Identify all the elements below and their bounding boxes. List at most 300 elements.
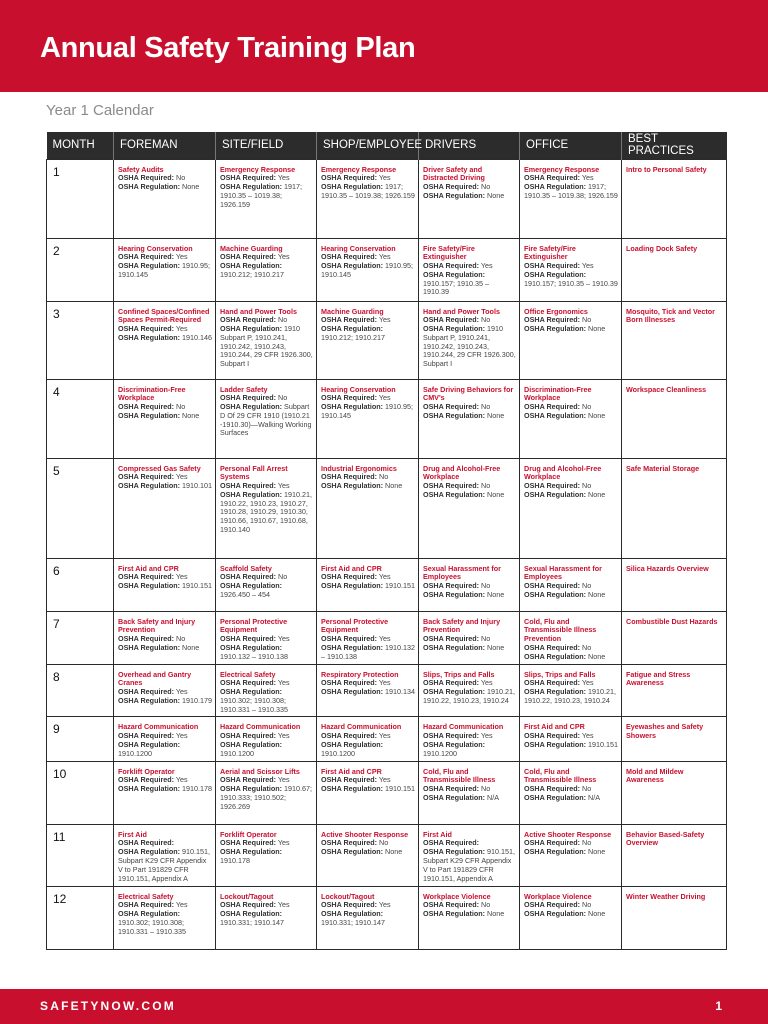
- cell-office: [520, 761, 622, 824]
- osha-required-label: OSHA Required:: [321, 173, 378, 183]
- training-title: First Aid and CPR: [118, 563, 179, 573]
- training-title: Workspace Cleanliness: [626, 384, 707, 394]
- osha-regulation-value: None: [182, 182, 200, 192]
- cell-office: [520, 558, 622, 611]
- column-header-site-field: SITE/FIELD: [216, 132, 317, 159]
- osha-regulation-line: [321, 910, 415, 928]
- osha-regulation-line: [423, 794, 516, 803]
- osha-required-value: Yes: [378, 634, 391, 644]
- cell-drivers: [419, 611, 520, 664]
- osha-regulation-value: 1910.21, 1910.22, 1910.23, 1910.27, 1910.28, 1910.29, 1910.30, 1910.66, 1910.67, 1910.68, 1910.140: [220, 489, 313, 535]
- cell-drivers: [419, 458, 520, 558]
- osha-regulation-line: [524, 741, 618, 750]
- osha-required-label: OSHA Required:: [524, 315, 581, 325]
- osha-regulation-label: OSHA Regulation:: [524, 489, 587, 499]
- osha-regulation-line: [321, 741, 415, 759]
- osha-regulation-value: 1910.1200: [423, 748, 457, 758]
- osha-regulation-line: [118, 482, 212, 491]
- osha-regulation-value: 1910.302; 1910.308; 1910.331 – 1910.335: [220, 695, 288, 714]
- osha-required-value: No: [481, 481, 491, 491]
- osha-required-value: No: [481, 784, 491, 794]
- cell-office: [520, 824, 622, 886]
- cell-site-field: [216, 717, 317, 761]
- cell-drivers: [419, 301, 520, 379]
- osha-regulation-value: 1910.21, 1910.22, 1910.23, 1910.24: [524, 687, 617, 705]
- osha-required-label: OSHA Required:: [220, 900, 277, 910]
- cell-site-field: [216, 238, 317, 301]
- osha-required-label: OSHA Required:: [220, 634, 277, 644]
- osha-regulation-line: [118, 697, 212, 706]
- osha-regulation-line: [220, 644, 313, 662]
- osha-regulation-label: OSHA Regulation:: [423, 740, 486, 750]
- osha-required-label: OSHA Required:: [118, 402, 175, 412]
- training-title: Workplace Violence: [423, 891, 491, 901]
- osha-required-value: No: [481, 182, 491, 192]
- month-cell: 9: [47, 717, 114, 761]
- cell-foreman: [114, 611, 216, 664]
- training-title: Active Shooter Response: [524, 829, 612, 839]
- page-number: 1: [715, 999, 722, 1013]
- osha-required-value: No: [379, 838, 389, 848]
- osha-regulation-label: OSHA Regulation:: [321, 324, 384, 334]
- training-title: Lockout/Tagout: [321, 891, 375, 901]
- osha-regulation-value: 1910.157; 1910.35 – 1910.39: [423, 278, 489, 297]
- osha-required-value: Yes: [175, 687, 188, 697]
- osha-regulation-label: OSHA Regulation:: [321, 642, 384, 652]
- osha-regulation-value: 1910.179: [182, 695, 213, 705]
- table-row: [47, 238, 727, 301]
- column-header-best-practices: BEST PRACTICES: [622, 132, 727, 159]
- training-title: Back Safety and Injury Prevention: [423, 616, 501, 635]
- osha-regulation-value: 1910.151: [385, 784, 416, 794]
- osha-regulation-value: 1910.95; 1910.145: [118, 261, 211, 279]
- osha-required-label: OSHA Required:: [321, 634, 378, 644]
- osha-regulation-label: OSHA Regulation:: [423, 847, 486, 857]
- osha-regulation-value: 1910.1200: [118, 748, 152, 758]
- month-cell: 2: [47, 238, 114, 301]
- osha-required-value: Yes: [277, 731, 290, 741]
- osha-regulation-line: [321, 325, 415, 343]
- osha-required-value: No: [481, 634, 491, 644]
- osha-required-value: Yes: [378, 173, 391, 183]
- osha-regulation-line: [524, 910, 618, 919]
- osha-regulation-line: [423, 271, 516, 297]
- cell-drivers: [419, 159, 520, 238]
- table-row: [47, 301, 727, 379]
- cell-site-field: [216, 558, 317, 611]
- cell-best-practices: [622, 761, 727, 824]
- osha-regulation-line: [321, 262, 415, 280]
- osha-regulation-label: OSHA Regulation:: [321, 182, 384, 192]
- osha-required-label: OSHA Required:: [423, 784, 480, 794]
- cell-foreman: [114, 717, 216, 761]
- training-title: Scaffold Safety: [220, 563, 272, 573]
- osha-regulation-label: OSHA Regulation:: [220, 182, 283, 192]
- osha-regulation-line: [220, 491, 313, 535]
- osha-required-label: OSHA Required:: [118, 687, 175, 697]
- osha-required-label: OSHA Required:: [220, 678, 277, 688]
- osha-regulation-line: [220, 688, 313, 714]
- cell-site-field: [216, 611, 317, 664]
- osha-required-label: OSHA Required:: [220, 775, 277, 785]
- training-title: Cold, Flu and Transmissible Illness: [524, 766, 597, 785]
- cell-shop-employee: [317, 379, 419, 458]
- osha-regulation-label: OSHA Regulation:: [321, 481, 384, 491]
- osha-regulation-label: OSHA Regulation:: [220, 642, 283, 652]
- osha-regulation-label: OSHA Regulation:: [423, 410, 486, 420]
- training-title: Intro to Personal Safety: [626, 164, 707, 174]
- osha-required-label: OSHA Required:: [423, 678, 480, 688]
- column-header-office: OFFICE: [520, 132, 622, 159]
- month-cell: 1: [47, 159, 114, 238]
- training-title: Discrimination-Free Workplace: [524, 384, 592, 403]
- osha-regulation-line: [321, 403, 415, 421]
- osha-required-label: OSHA Required:: [118, 572, 175, 582]
- osha-regulation-value: None: [588, 589, 606, 599]
- osha-regulation-value: None: [487, 489, 505, 499]
- osha-required-label: OSHA Required:: [118, 900, 175, 910]
- osha-regulation-value: 1910 Subpart P, 1910.241, 1910.242, 1910.243, 1910.244, 29 CFR 1926.300, Subpart I: [423, 324, 516, 369]
- osha-regulation-value: None: [182, 410, 200, 420]
- osha-regulation-line: [423, 910, 516, 919]
- training-title: First Aid and CPR: [321, 766, 382, 776]
- osha-required-value: Yes: [175, 775, 188, 785]
- table-row: [47, 611, 727, 664]
- osha-regulation-value: 1910.212; 1910.217: [321, 332, 385, 342]
- training-title: Forklift Operator: [118, 766, 175, 776]
- column-header-drivers: DRIVERS: [419, 132, 520, 159]
- osha-required-label: OSHA Required:: [118, 173, 175, 183]
- cell-drivers: [419, 664, 520, 717]
- osha-regulation-line: [524, 653, 618, 662]
- training-title: Safe Material Storage: [626, 463, 700, 473]
- osha-regulation-line: [524, 271, 618, 289]
- osha-regulation-label: OSHA Regulation:: [118, 332, 181, 342]
- osha-regulation-label: OSHA Regulation:: [524, 324, 587, 334]
- osha-regulation-value: None: [487, 589, 505, 599]
- osha-regulation-label: OSHA Regulation:: [321, 784, 384, 794]
- osha-required-label: OSHA Required:: [220, 572, 277, 582]
- osha-regulation-value: 1910.178: [182, 784, 213, 794]
- training-title: Forklift Operator: [220, 829, 277, 839]
- osha-regulation-value: 1917; 1910.35 – 1019.38; 1926.159: [220, 182, 303, 209]
- cell-drivers: [419, 238, 520, 301]
- cell-shop-employee: [317, 458, 419, 558]
- osha-regulation-label: OSHA Regulation:: [118, 740, 181, 750]
- osha-required-label: OSHA Required:: [321, 472, 378, 482]
- osha-regulation-value: 1910.331; 1910.147: [220, 918, 284, 928]
- training-title: Overhead and Gantry Cranes: [118, 669, 192, 688]
- cell-shop-employee: [317, 761, 419, 824]
- cell-foreman: [114, 558, 216, 611]
- training-title: Emergency Response: [524, 164, 600, 174]
- osha-regulation-label: OSHA Regulation:: [423, 489, 486, 499]
- osha-required-value: No: [582, 838, 592, 848]
- osha-required-label: OSHA Required:: [220, 481, 277, 491]
- osha-required-label: OSHA Required:: [423, 900, 480, 910]
- osha-regulation-line: [220, 741, 313, 759]
- osha-regulation-label: OSHA Regulation:: [321, 740, 384, 750]
- cell-foreman: [114, 824, 216, 886]
- osha-required-label: OSHA Required:: [321, 393, 378, 403]
- month-cell: 4: [47, 379, 114, 458]
- osha-required-value: Yes: [175, 472, 188, 482]
- training-title: Hazard Communication: [118, 722, 199, 732]
- osha-regulation-line: [423, 591, 516, 600]
- cell-office: [520, 379, 622, 458]
- cell-site-field: [216, 886, 317, 949]
- osha-required-label: OSHA Required:: [524, 261, 581, 271]
- training-title: Drug and Alcohol-Free Workplace: [524, 463, 602, 482]
- osha-required-value: Yes: [480, 261, 493, 271]
- osha-required-value: Yes: [277, 252, 290, 262]
- osha-regulation-value: 1910.67; 1910.333; 1910.502; 1926.269: [220, 784, 313, 811]
- cell-shop-employee: [317, 238, 419, 301]
- training-title: Driver Safety and Distracted Driving: [423, 164, 485, 183]
- osha-required-label: OSHA Required:: [321, 838, 378, 848]
- osha-required-value: No: [582, 402, 592, 412]
- osha-regulation-value: Subpart D Of 29 CFR 1910 (1910.21 -1910.30)—Walking Working Surfaces: [220, 402, 312, 438]
- osha-regulation-value: 1910.178: [220, 856, 250, 866]
- osha-required-value: Yes: [277, 900, 290, 910]
- training-title: Workplace Violence: [524, 891, 592, 901]
- table-row: [47, 379, 727, 458]
- training-title: Hearing Conservation: [118, 243, 193, 253]
- osha-regulation-value: 1910.331; 1910.147: [321, 918, 385, 928]
- osha-required-value: No: [481, 900, 491, 910]
- training-title: Eyewashes and Safety Showers: [626, 722, 704, 741]
- training-title: Loading Dock Safety: [626, 243, 698, 253]
- osha-regulation-label: OSHA Regulation:: [220, 324, 283, 334]
- cell-site-field: [216, 458, 317, 558]
- training-title: Hand and Power Tools: [220, 306, 297, 316]
- osha-regulation-value: 910.151, Subpart K29 CFR Appendix V to Part 191829 CFR 1910.151, Appendix A: [118, 847, 211, 883]
- table-row: [47, 159, 727, 238]
- training-title: Active Shooter Response: [321, 829, 409, 839]
- osha-regulation-value: None: [588, 847, 606, 857]
- osha-required-value: Yes: [175, 324, 188, 334]
- osha-regulation-value: 1917; 1910.35 – 1019.38; 1926.159: [321, 182, 415, 200]
- training-title: Behavior Based-Safety Overview: [626, 829, 705, 848]
- osha-regulation-line: [220, 403, 313, 438]
- osha-regulation-line: [220, 582, 313, 600]
- osha-required-value: No: [582, 481, 592, 491]
- training-title: Hazard Communication: [423, 722, 504, 732]
- osha-regulation-label: OSHA Regulation:: [220, 687, 283, 697]
- cell-foreman: [114, 761, 216, 824]
- osha-required-value: No: [582, 900, 592, 910]
- osha-regulation-label: OSHA Regulation:: [524, 687, 587, 697]
- osha-regulation-value: 910.151, Subpart K29 CFR Appendix V to Part 191829 CFR 1910.151, Appendix A: [423, 847, 516, 883]
- training-title: Electrical Safety: [118, 891, 174, 901]
- osha-regulation-value: None: [182, 642, 200, 652]
- osha-required-value: Yes: [277, 481, 290, 491]
- training-title: Respiratory Protection: [321, 669, 399, 679]
- cell-site-field: [216, 301, 317, 379]
- osha-required-label: OSHA Required:: [118, 324, 175, 334]
- osha-regulation-value: 1910.1200: [220, 748, 254, 758]
- cell-office: [520, 717, 622, 761]
- osha-regulation-line: [118, 910, 212, 936]
- osha-regulation-label: OSHA Regulation:: [118, 481, 181, 491]
- training-title: Drug and Alcohol-Free Workplace: [423, 463, 501, 482]
- osha-required-value: Yes: [378, 393, 391, 403]
- osha-regulation-value: 1910.101: [182, 481, 213, 491]
- cell-office: [520, 886, 622, 949]
- osha-required-label: OSHA Required:: [524, 784, 581, 794]
- table-row: [47, 558, 727, 611]
- osha-regulation-label: OSHA Regulation:: [524, 589, 587, 599]
- training-title: Safety Audits: [118, 164, 164, 174]
- osha-regulation-value: 1910.95; 1910.145: [321, 402, 414, 420]
- cell-office: [520, 301, 622, 379]
- osha-regulation-line: [220, 183, 313, 209]
- training-title: First Aid: [423, 829, 452, 839]
- osha-required-value: No: [481, 402, 491, 412]
- osha-regulation-value: 1910.151: [588, 740, 619, 750]
- osha-regulation-label: OSHA Regulation:: [220, 402, 283, 412]
- osha-regulation-line: [423, 491, 516, 500]
- osha-regulation-label: OSHA Regulation:: [321, 687, 384, 697]
- osha-regulation-label: OSHA Regulation:: [524, 847, 587, 857]
- osha-regulation-line: [423, 688, 516, 706]
- osha-regulation-line: [220, 848, 313, 866]
- osha-regulation-label: OSHA Regulation:: [524, 793, 587, 803]
- osha-regulation-value: 1910.146: [182, 332, 213, 342]
- osha-required-value: Yes: [175, 572, 188, 582]
- osha-required-label: OSHA Required:: [423, 838, 480, 848]
- osha-regulation-line: [524, 183, 618, 201]
- osha-regulation-line: [321, 848, 415, 857]
- osha-regulation-label: OSHA Regulation:: [524, 269, 587, 279]
- training-title: Office Ergonomics: [524, 306, 588, 316]
- table-body: [47, 159, 727, 949]
- osha-regulation-label: OSHA Regulation:: [220, 261, 283, 271]
- osha-regulation-value: N/A: [588, 793, 601, 803]
- osha-regulation-label: OSHA Regulation:: [220, 740, 283, 750]
- cell-drivers: [419, 717, 520, 761]
- cell-foreman: [114, 458, 216, 558]
- osha-required-label: OSHA Required:: [524, 678, 581, 688]
- osha-required-value: Yes: [277, 838, 290, 848]
- osha-regulation-label: OSHA Regulation:: [524, 410, 587, 420]
- osha-regulation-line: [423, 325, 516, 369]
- column-header-shop-employee: SHOP/EMPLOYEE: [317, 132, 419, 159]
- training-title: Lockout/Tagout: [220, 891, 274, 901]
- osha-regulation-value: None: [588, 410, 606, 420]
- training-title: Winter Weather Driving: [626, 891, 706, 901]
- osha-required-label: OSHA Required:: [423, 481, 480, 491]
- column-header-foreman: FOREMAN: [114, 132, 216, 159]
- osha-regulation-value: 1910 Subpart P, 1910.241, 1910.242, 1910.243, 1910.244, 29 CFR 1926.300, Subpart I: [220, 324, 313, 369]
- osha-regulation-value: 1910.132 – 1910.138: [220, 651, 288, 661]
- osha-regulation-value: 1910.157; 1910.35 – 1910.39: [524, 278, 618, 288]
- osha-required-label: OSHA Required:: [423, 402, 480, 412]
- training-title: Machine Guarding: [321, 306, 384, 316]
- osha-required-value: No: [176, 634, 186, 644]
- training-title: Mold and Mildew Awareness: [626, 766, 684, 785]
- osha-regulation-label: OSHA Regulation:: [220, 784, 283, 794]
- osha-required-value: Yes: [277, 775, 290, 785]
- osha-required-label: OSHA Required:: [321, 572, 378, 582]
- cell-best-practices: [622, 159, 727, 238]
- cell-best-practices: [622, 611, 727, 664]
- osha-regulation-label: OSHA Regulation:: [524, 182, 587, 192]
- osha-regulation-line: [118, 334, 212, 343]
- osha-required-value: Yes: [378, 900, 391, 910]
- osha-required-value: No: [278, 393, 288, 403]
- osha-regulation-label: OSHA Regulation:: [321, 909, 384, 919]
- osha-regulation-line: [423, 192, 516, 201]
- osha-required-label: OSHA Required:: [321, 315, 378, 325]
- osha-regulation-value: 1910.151: [182, 581, 213, 591]
- osha-regulation-value: None: [385, 481, 403, 491]
- month-cell: 6: [47, 558, 114, 611]
- osha-regulation-line: [220, 325, 313, 369]
- osha-regulation-value: None: [385, 847, 403, 857]
- osha-required-value: Yes: [581, 731, 594, 741]
- cell-best-practices: [622, 458, 727, 558]
- cell-drivers: [419, 824, 520, 886]
- osha-regulation-line: [321, 644, 415, 662]
- osha-required-label: OSHA Required:: [220, 393, 277, 403]
- osha-regulation-line: [118, 644, 212, 653]
- cell-site-field: [216, 824, 317, 886]
- osha-regulation-value: None: [588, 324, 606, 334]
- osha-required-value: Yes: [277, 678, 290, 688]
- osha-required-label: OSHA Required:: [524, 481, 581, 491]
- training-title: Cold, Flu and Transmissible Illness Prevention: [524, 616, 597, 644]
- cell-shop-employee: [317, 886, 419, 949]
- cell-drivers: [419, 379, 520, 458]
- osha-required-label: OSHA Required:: [524, 731, 581, 741]
- cell-shop-employee: [317, 824, 419, 886]
- osha-regulation-value: 1910.212; 1910.217: [220, 269, 284, 279]
- osha-regulation-value: None: [487, 190, 505, 200]
- osha-required-label: OSHA Required:: [423, 261, 480, 271]
- page-footer: [0, 989, 768, 1024]
- osha-regulation-line: [321, 482, 415, 491]
- training-title: Back Safety and Injury Prevention: [118, 616, 196, 635]
- osha-regulation-label: OSHA Regulation:: [321, 261, 384, 271]
- month-cell: 12: [47, 886, 114, 949]
- table-row: [47, 761, 727, 824]
- cell-best-practices: [622, 558, 727, 611]
- osha-regulation-line: [524, 688, 618, 706]
- osha-regulation-line: [524, 848, 618, 857]
- osha-required-label: OSHA Required:: [321, 678, 378, 688]
- training-title: Safe Driving Behaviors for CMV's: [423, 384, 514, 403]
- training-title: Compressed Gas Safety: [118, 463, 201, 473]
- cell-best-practices: [622, 238, 727, 301]
- osha-required-label: OSHA Required:: [118, 252, 175, 262]
- training-title: Mosquito, Tick and Vector Born Illnesses: [626, 306, 715, 325]
- osha-required-value: Yes: [581, 678, 594, 688]
- osha-required-label: OSHA Required:: [321, 252, 378, 262]
- footer-website: SAFETYNOW.COM: [40, 999, 176, 1013]
- osha-regulation-line: [220, 910, 313, 928]
- osha-required-label: OSHA Required:: [524, 642, 581, 652]
- osha-regulation-label: OSHA Regulation:: [423, 793, 486, 803]
- training-title: First Aid: [118, 829, 147, 839]
- column-header-month: MONTH: [47, 132, 114, 159]
- osha-required-value: Yes: [378, 731, 391, 741]
- training-title: Silica Hazards Overview: [626, 563, 709, 573]
- training-title: Hazard Communication: [321, 722, 402, 732]
- cell-office: [520, 238, 622, 301]
- osha-required-label: OSHA Required:: [220, 252, 277, 262]
- osha-regulation-line: [118, 785, 212, 794]
